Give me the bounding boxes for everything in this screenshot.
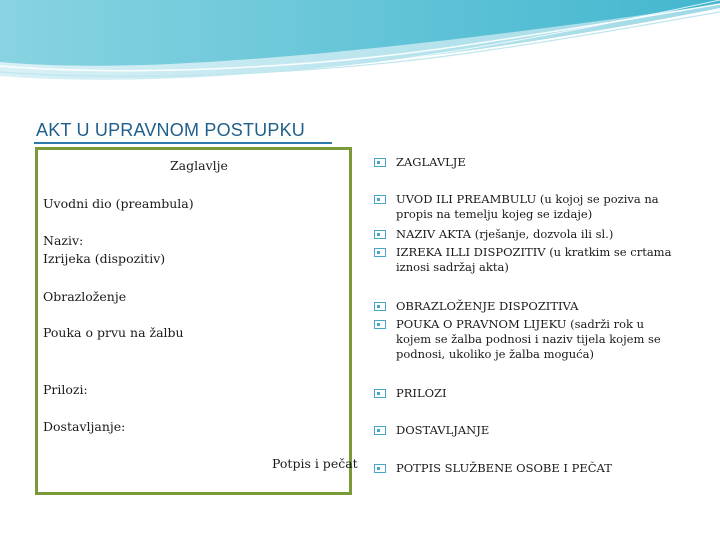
bullet-square-icon: [374, 195, 386, 204]
doc-dostavljanje: Dostavljanje:: [43, 419, 126, 434]
doc-naziv: Naziv:: [43, 233, 84, 248]
list-item: PRILOZI: [374, 386, 674, 401]
doc-zaglavlje: Zaglavlje: [170, 158, 228, 173]
bullet-square-icon: [374, 426, 386, 435]
bullet-square-icon: [374, 158, 386, 167]
list-item: NAZIV AKTA (rješanje, dozvola ili sl.): [374, 227, 674, 242]
list-item: IZREKA ILLI DISPOZITIV (u kratkim se crtama iznosi sadržaj akta): [374, 245, 674, 275]
bullet-square-icon: [374, 302, 386, 311]
title-underline: [34, 142, 332, 144]
doc-prilozi: Prilozi:: [43, 382, 88, 397]
list-item: UVOD ILI PREAMBULU (u kojoj se poziva na propis na temelju kojeg se izdaje): [374, 192, 674, 222]
bullet-square-icon: [374, 248, 386, 257]
doc-izrijeka: Izrijeka (dispozitiv): [43, 251, 166, 266]
bullet-square-icon: [374, 320, 386, 329]
doc-uvodni-dio: Uvodni dio (preambula): [43, 196, 194, 211]
list-item: POUKA O PRAVNOM LIJEKU (sadrži rok u kojem se žalba podnosi i naziv tijela kojem se podnosi, ukoliko je žalba moguća): [374, 317, 674, 362]
list-item: OBRAZLOŽENJE DISPOZITIVA: [374, 299, 674, 314]
bullet-square-icon: [374, 464, 386, 473]
doc-potpis: Potpis i pečat: [272, 456, 358, 471]
list-item: POTPIS SLUŽBENE OSOBE I PEČAT: [374, 461, 674, 476]
page-title: AKT U UPRAVNOM POSTUPKU: [36, 120, 305, 140]
bullet-square-icon: [374, 230, 386, 239]
list-item: DOSTAVLJANJE: [374, 423, 674, 438]
doc-pouka: Pouka o prvu na žalbu: [43, 325, 184, 340]
list-item: ZAGLAVLJE: [374, 155, 674, 170]
document-template-frame: [35, 147, 358, 495]
decorative-header-wave: [0, 0, 720, 90]
doc-obrazlozenje: Obrazloženje: [43, 289, 127, 304]
bullet-square-icon: [374, 389, 386, 398]
